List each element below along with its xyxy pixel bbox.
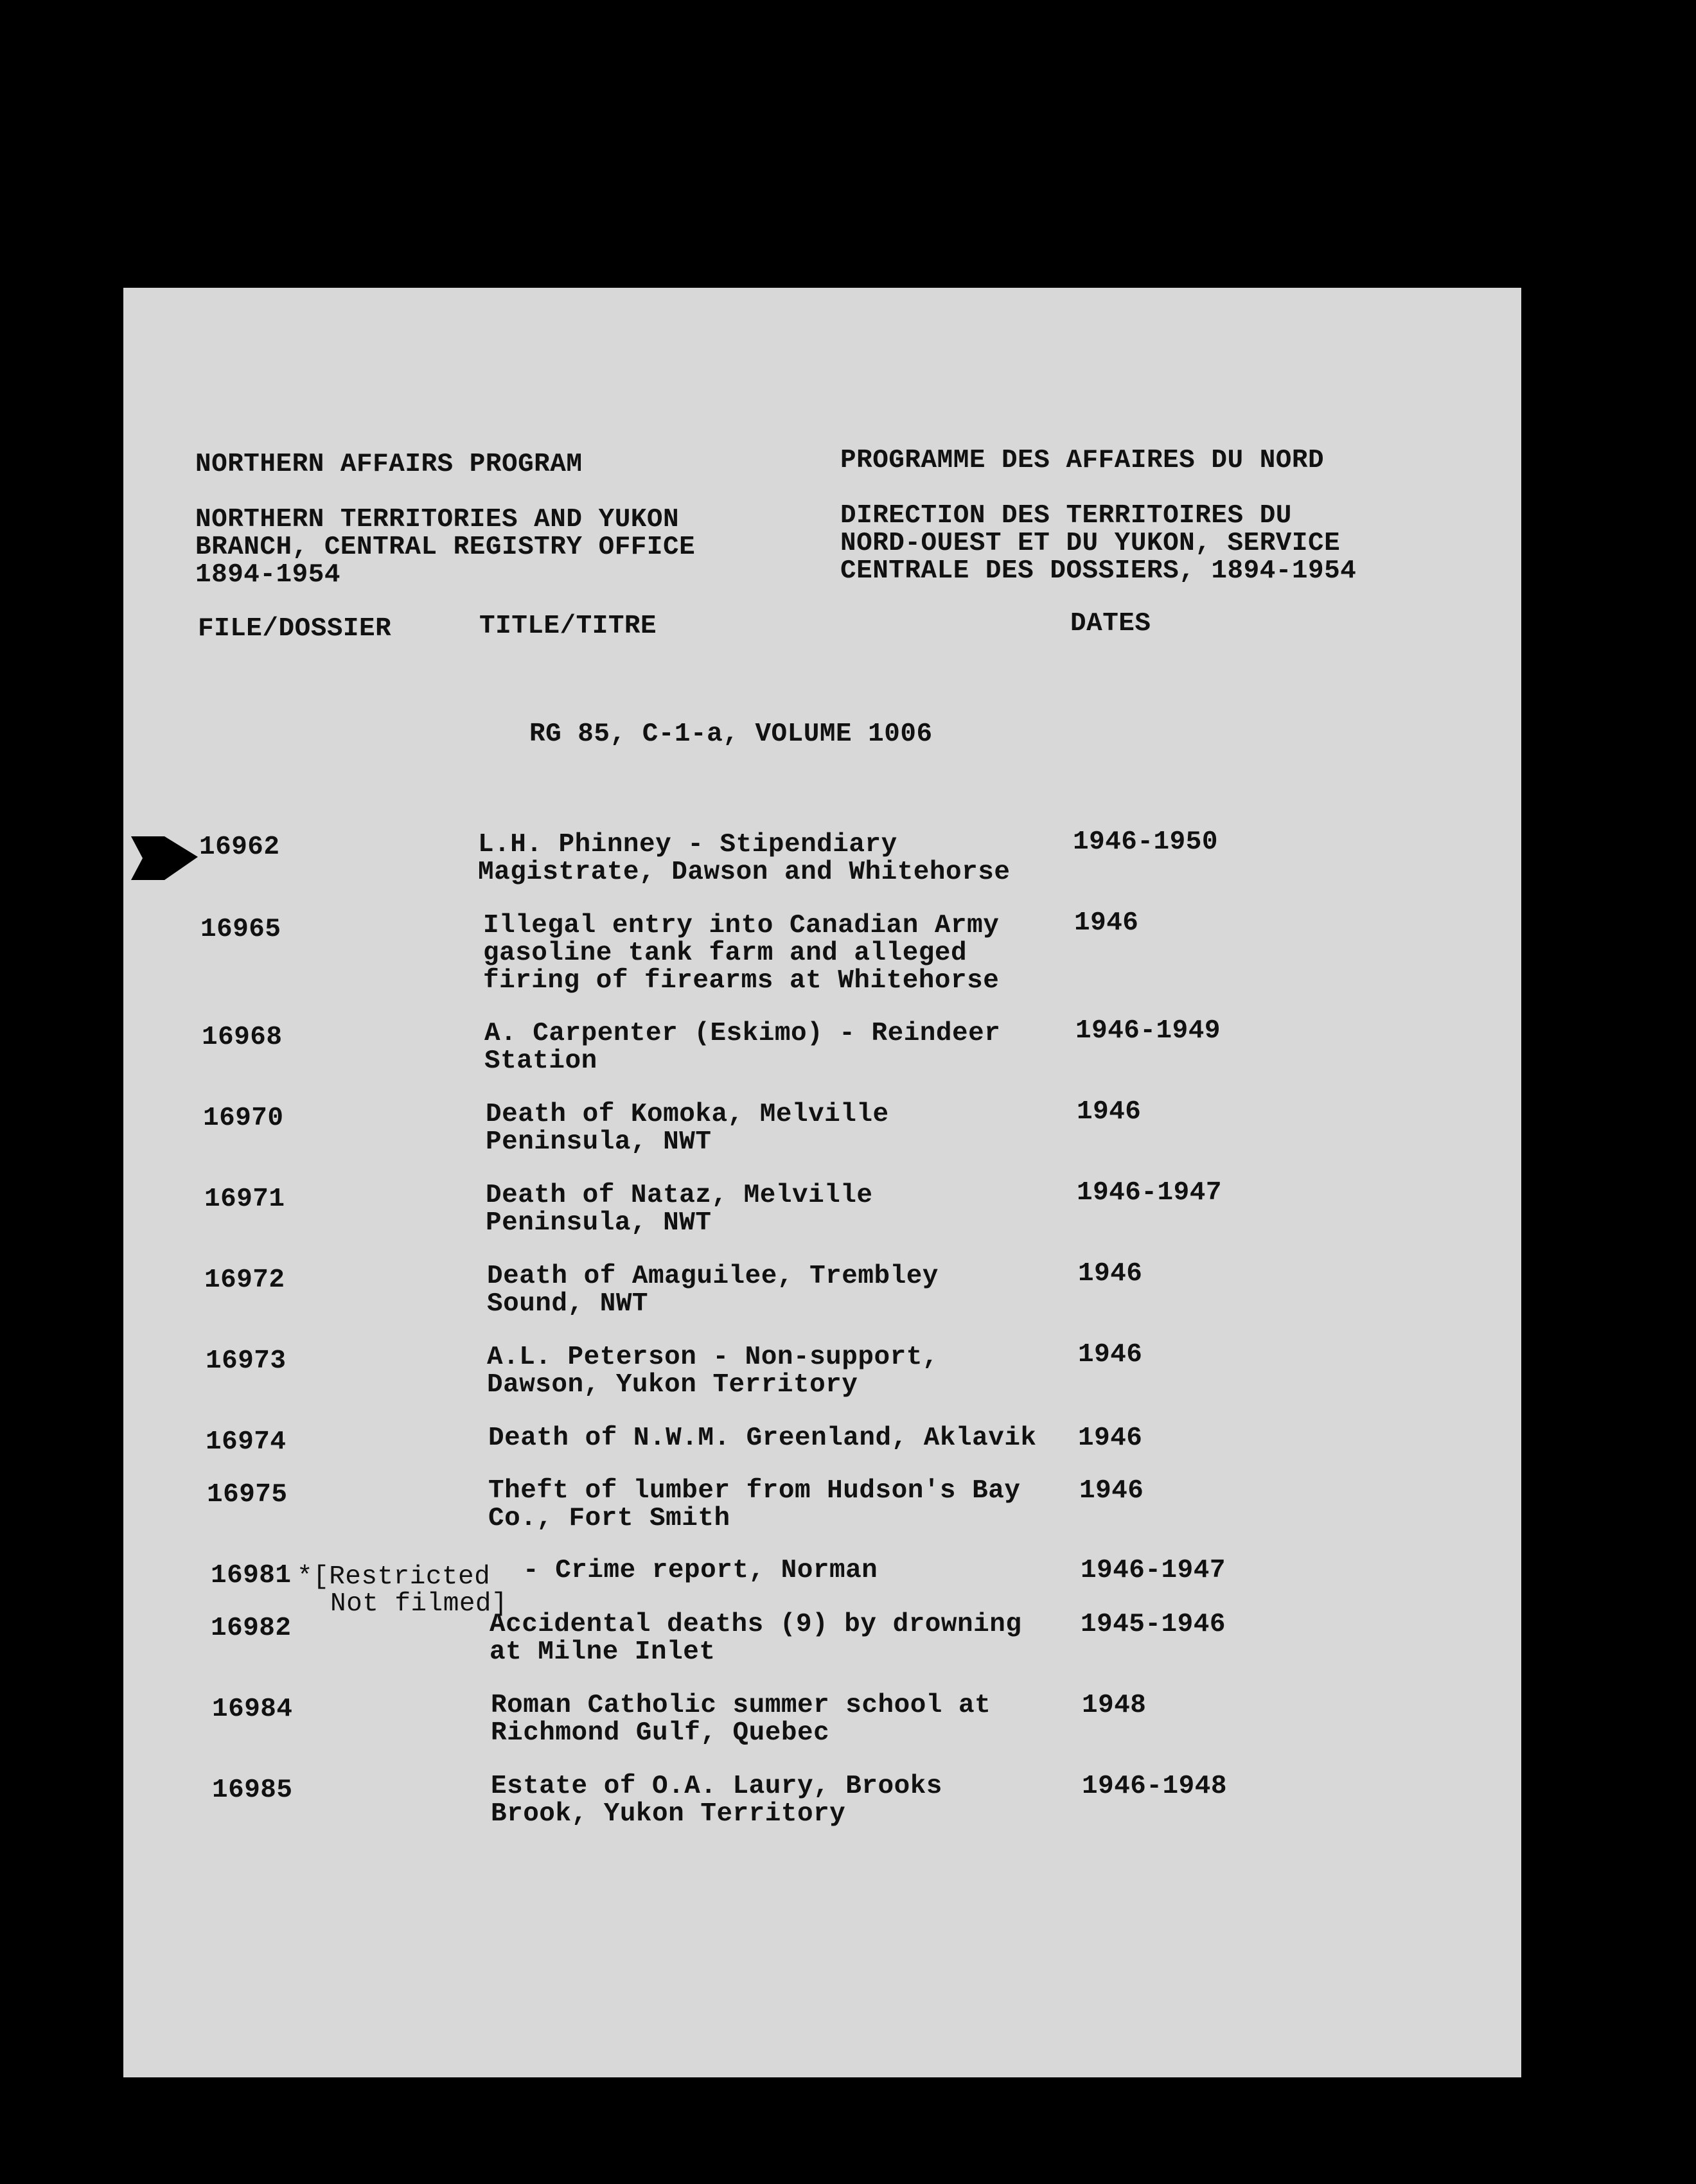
entry-title-line: Co., Fort Smith <box>488 1504 730 1533</box>
entry-title-line: firing of firearms at Whitehorse <box>483 966 1000 996</box>
pointer-arrow-icon <box>128 829 199 886</box>
entry-dates: 1946 <box>1077 1097 1142 1127</box>
header-right-line: DIRECTION DES TERRITOIRES DU <box>840 501 1292 531</box>
entry-title-line: Theft of lumber from Hudson's Bay <box>488 1476 1021 1506</box>
file-number: 16972 <box>204 1265 285 1295</box>
file-number: 16970 <box>203 1104 284 1133</box>
entry-title-line: A. Carpenter (Eskimo) - Reindeer <box>484 1019 1001 1048</box>
header-left-line: NORTHERN TERRITORIES AND YUKON <box>195 505 680 534</box>
entry-title-line: Death of N.W.M. Greenland, Aklavik <box>488 1423 1037 1453</box>
entry-title-line: Estate of O.A. Laury, Brooks <box>491 1772 942 1801</box>
entry-title-line: gasoline tank farm and alleged <box>483 938 967 968</box>
entry-title-line: Brook, Yukon Territory <box>491 1799 846 1829</box>
entry-title-line: at Milne Inlet <box>490 1637 716 1667</box>
entry-title-line: Death of Amaguilee, Trembley <box>487 1262 939 1291</box>
file-number: 16965 <box>200 915 281 944</box>
file-number: 16973 <box>206 1346 287 1376</box>
entry-title-line: Death of Nataz, Melville <box>486 1181 873 1210</box>
header-right-title: PROGRAMME DES AFFAIRES DU NORD <box>840 446 1325 475</box>
header-left-title: NORTHERN AFFAIRS PROGRAM <box>195 450 583 479</box>
file-number: 16971 <box>204 1184 285 1214</box>
column-header-title: TITLE/TITRE <box>479 612 657 641</box>
entry-dates: 1946-1948 <box>1082 1772 1227 1801</box>
entry-dates: 1946 <box>1079 1476 1144 1506</box>
column-header-file: FILE/DOSSIER <box>198 614 392 644</box>
entry-dates: 1945-1946 <box>1081 1610 1226 1639</box>
file-number: 16962 <box>199 832 280 862</box>
file-number: 16981 <box>211 1561 292 1590</box>
entry-title-line: Richmond Gulf, Quebec <box>491 1718 830 1748</box>
restricted-note: *[Restricted <box>297 1562 491 1592</box>
entry-dates: 1948 <box>1082 1691 1147 1720</box>
entry-dates: 1946-1949 <box>1075 1016 1221 1046</box>
entry-title-line: Peninsula, NWT <box>486 1208 712 1238</box>
entry-dates: 1946 <box>1074 908 1139 938</box>
entry-title-line: - Crime report, Norman <box>523 1556 878 1585</box>
header-right-line: NORD-OUEST ET DU YUKON, SERVICE <box>840 529 1341 558</box>
entry-title-line: Sound, NWT <box>487 1289 649 1319</box>
file-number: 16974 <box>206 1427 287 1457</box>
header-left-line: 1894-1954 <box>195 560 340 590</box>
header-right-line: CENTRALE DES DOSSIERS, 1894-1954 <box>840 556 1357 586</box>
file-number: 16984 <box>212 1695 293 1724</box>
entry-title-line: Dawson, Yukon Territory <box>487 1370 858 1400</box>
entry-title-line: Roman Catholic summer school at <box>491 1691 991 1720</box>
entry-title-line: L.H. Phinney - Stipendiary <box>478 830 897 859</box>
entry-title-line: A.L. Peterson - Non-support, <box>487 1343 939 1372</box>
entry-dates: 1946-1947 <box>1077 1178 1222 1208</box>
header-left-line: BRANCH, CENTRAL REGISTRY OFFICE <box>195 533 696 562</box>
entry-dates: 1946 <box>1078 1423 1143 1453</box>
entry-title-line: Death of Komoka, Melville <box>486 1100 889 1129</box>
file-number: 16982 <box>211 1614 292 1643</box>
file-number: 16968 <box>202 1023 283 1052</box>
column-header-dates: DATES <box>1070 609 1151 638</box>
entry-title-line: Station <box>484 1046 597 1076</box>
volume-heading: RG 85, C-1-a, VOLUME 1006 <box>529 719 933 749</box>
document-page <box>123 288 1521 2077</box>
file-number: 16975 <box>207 1480 288 1510</box>
entry-title-line: Illegal entry into Canadian Army <box>483 911 1000 940</box>
entry-title-line: Peninsula, NWT <box>486 1127 712 1157</box>
restricted-note: Not filmed] <box>330 1589 508 1619</box>
entry-dates: 1946-1947 <box>1081 1556 1226 1585</box>
entry-dates: 1946 <box>1078 1340 1143 1369</box>
entry-title-line: Magistrate, Dawson and Whitehorse <box>478 858 1011 887</box>
file-number: 16985 <box>212 1775 293 1805</box>
entry-dates: 1946 <box>1078 1259 1143 1289</box>
entry-dates: 1946-1950 <box>1073 827 1218 857</box>
entry-title-line: Accidental deaths (9) by drowning <box>490 1610 1022 1639</box>
